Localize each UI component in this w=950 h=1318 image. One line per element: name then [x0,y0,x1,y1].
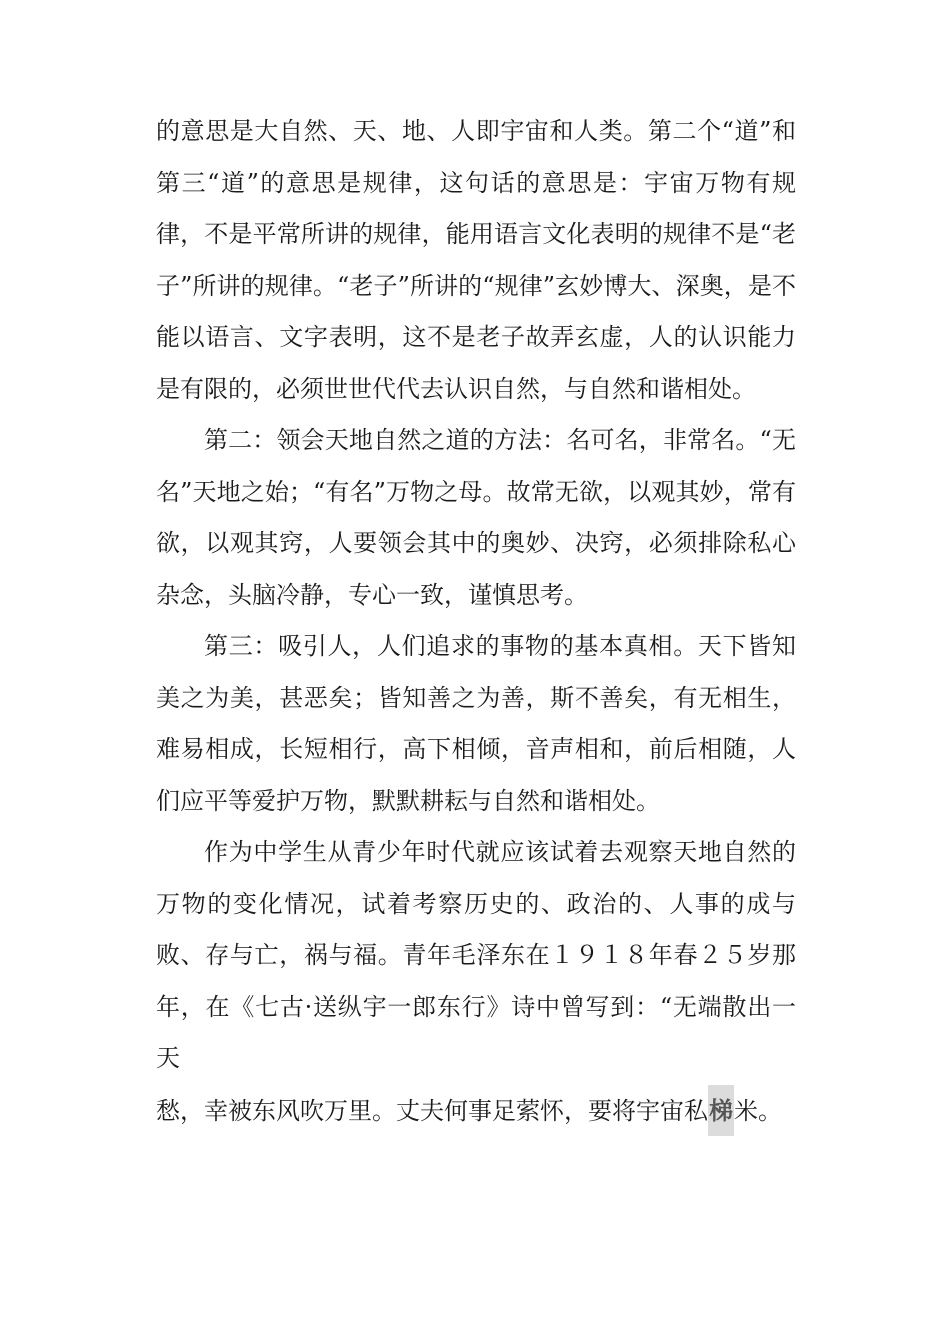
paragraph-4-last-line [156,1085,796,1138]
paragraph-3: 第三：吸引人，人们追求的事物的基本真相。天下皆知美之为美，甚恶矣；皆知善之为善，斯不善矣，有无相生，难易相成，长短相行，高下相倾，音声相和，前后相随，人们应平等爱护万物，默默耕耘与自然和谐相处。 [156,632,796,815]
last-line-text-after: 米。 [734,1096,782,1125]
paragraph-4: 作为中学生从青少年时代就应该试着去观察天地自然的万物的变化情况，试着考察历史的、政治的、人事的成与败、存与亡，祸与福。青年毛泽东在１９１８年春２５岁那年，在《七古·送纵宇一郎东行》诗中曾写到：“无端散出一天 [156,838,796,1072]
document-body [156,106,796,1137]
paragraph-1: 的意思是大自然、天、地、人即宇宙和人类。第二个“道”和第三“道”的意思是规律，这句话的意思是：宇宙万物有规律，不是平常所讲的规律，能用语言文化表明的规律不是“老子”所讲的规律。“老子”所讲的“规律”玄妙博大、深奥，是不能以语言、文字表明，这不是老子故弄玄虚，人的认识能力是有限的，必须世世代代去认识自然，与自然和谐相处。 [156,117,796,403]
paragraph-2: 第二：领会天地自然之道的方法：名可名，非常名。“无名”天地之始；“有名”万物之母。故常无欲，以观其妙，常有欲，以观其窍，人要领会其中的奥妙、决窍，必须排除私心杂念，头脑冷静，专心一致，谨慎思考。 [156,426,796,609]
last-line-text-before: 愁，幸被东风吹万里。丈夫何事足萦怀，要将宇宙私 [156,1096,708,1125]
highlighted-character: 梯 [708,1085,734,1137]
